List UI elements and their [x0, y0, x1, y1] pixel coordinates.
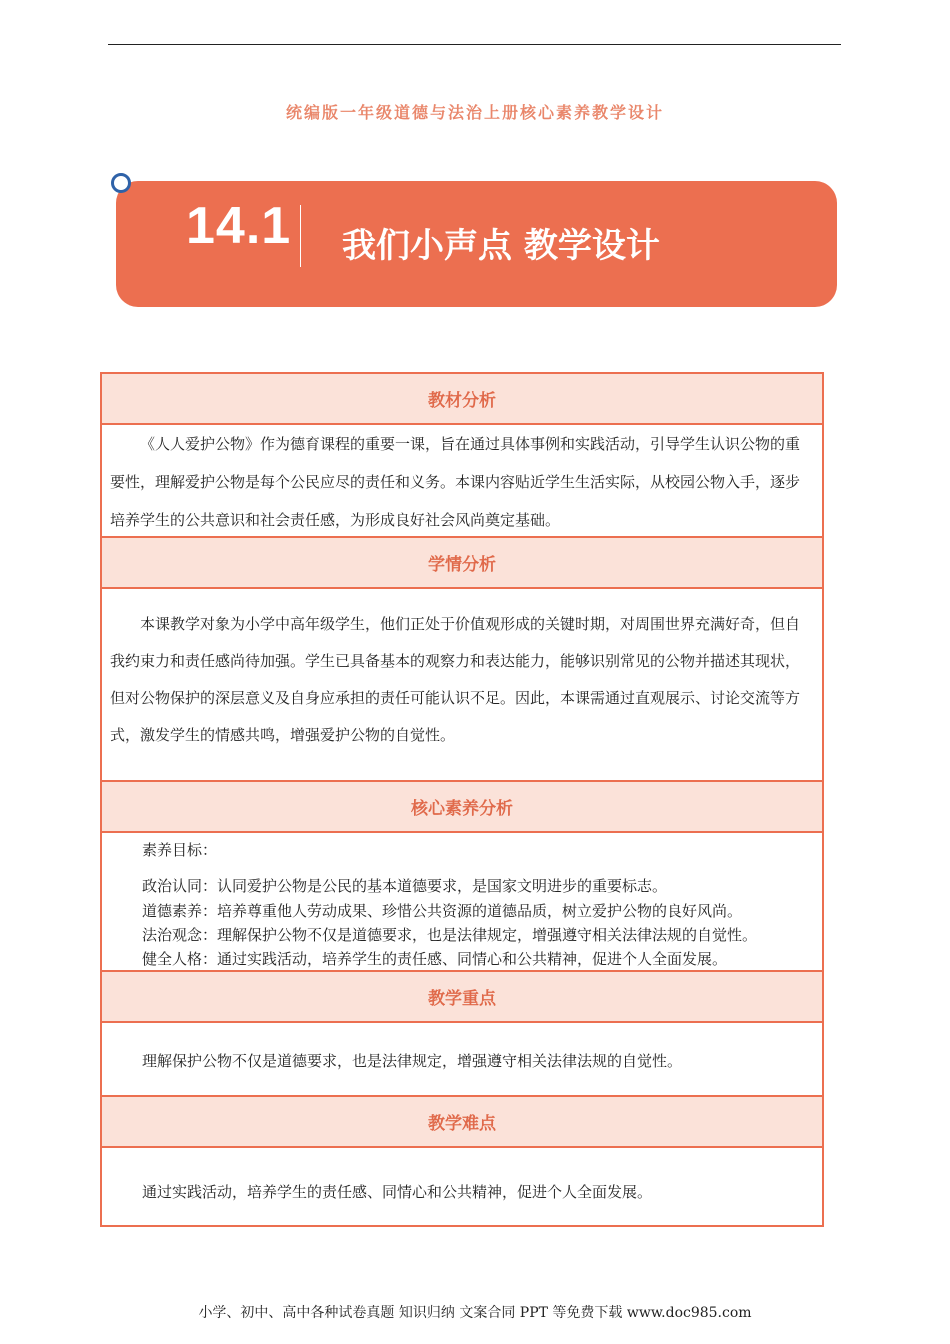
- banner-divider: [300, 205, 301, 267]
- section-header-literacy: 核心素养分析: [102, 782, 822, 833]
- section-body-students: [102, 589, 822, 782]
- design-table: [100, 372, 824, 1227]
- literacy-item: 政治认同：认同爱护公物是公民的基本道德要求，是国家文明进步的重要标志。: [142, 877, 668, 895]
- section-body-textbook: [102, 425, 822, 538]
- literacy-item: 健全人格：通过实践活动，培养学生的责任感、同情心和公共精神，促进个人全面发展。: [142, 950, 728, 968]
- literacy-item: 道德素养：培养尊重他人劳动成果、珍惜公共资源的道德品质，树立爱护公物的良好风尚。: [142, 902, 743, 920]
- literacy-intro: 素养目标：: [142, 841, 218, 859]
- section-header-students: 学情分析: [102, 538, 822, 589]
- literacy-item: 法治观念：理解保护公物不仅是道德要求，也是法律规定，增强遵守相关法律法规的自觉性。: [142, 926, 758, 944]
- difficulties-text: 通过实践活动，培养学生的责任感、同情心和公共精神，促进个人全面发展。: [142, 1183, 653, 1201]
- page-footer: 小学、初中、高中各种试卷真题 知识归纳 文案合同 PPT 等免费下载 www.doc985.com: [198, 1305, 752, 1321]
- section-header-difficulties: 教学难点: [102, 1097, 822, 1148]
- students-paragraph: 本课教学对象为小学中高年级学生，他们正处于价值观形成的关键时期，对周围世界充满好奇，但自我约束力和责任感尚待加强。学生已具备基本的观察力和表达能力，能够识别常见的公物并描述其现状，但对公物保护的深层意义及自身应承担的责任可能认识不足。因此，本课需通过直观展示、讨论交流等方式，激发学生的情感共鸣，增强爱护公物的自觉性。: [110, 615, 801, 744]
- key-points-text: 理解保护公物不仅是道德要求，也是法律规定，增强遵守相关法律法规的自觉性。: [142, 1052, 683, 1070]
- lesson-title: 我们小声点 教学设计: [342, 226, 660, 266]
- banner-dot-icon: [111, 173, 131, 193]
- lesson-number: 14.1: [186, 197, 292, 255]
- top-rule: [108, 44, 841, 45]
- section-body-literacy: [102, 833, 822, 970]
- document-subtitle: 统编版一年级道德与法治上册核心素养教学设计: [285, 103, 664, 122]
- section-body-difficulties: [102, 1148, 822, 1225]
- section-body-key-points: [102, 1023, 822, 1097]
- section-header-key-points: 教学重点: [102, 970, 822, 1023]
- textbook-paragraph: 《人人爱护公物》作为德育课程的重要一课，旨在通过具体事例和实践活动，引导学生认识公物的重要性，理解爱护公物是每个公民应尽的责任和义务。本课内容贴近学生生活实际，从校园公物入手，逐步培养学生的公共意识和社会责任感，为形成良好社会风尚奠定基础。: [110, 435, 801, 529]
- section-header-textbook: 教材分析: [102, 374, 822, 425]
